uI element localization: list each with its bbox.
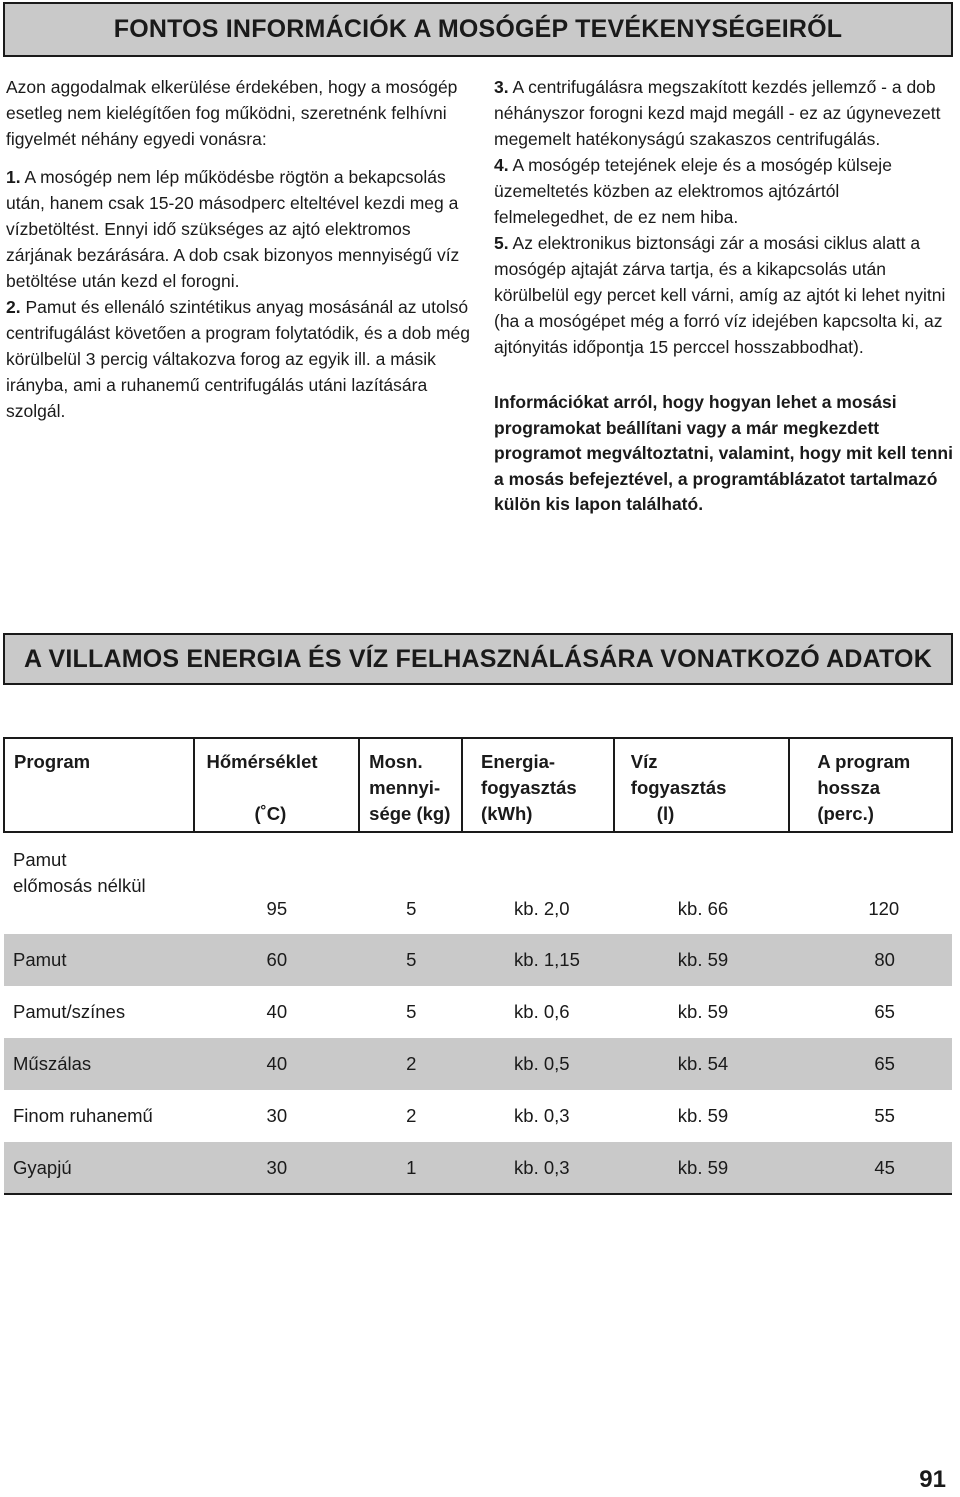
table-row <box>4 1142 952 1194</box>
cell-load: 2 <box>359 1038 462 1090</box>
cell-temperature: 40 <box>266 1001 288 1022</box>
cell-water: kb. 66 <box>677 897 729 919</box>
list-item <box>494 74 956 152</box>
cell-program: Műszálas <box>4 1038 194 1090</box>
header-program: Program <box>4 738 194 832</box>
cell-load: 5 <box>406 897 417 919</box>
list-item <box>494 152 956 230</box>
cell-temperature: 30 <box>194 1142 359 1194</box>
item-text: A mosógép tetejének eleje és a mosógép külseje üzemeltetés közben az elektromos ajtózártól felmelegedhet, de ez nem hiba. <box>494 155 892 227</box>
item-text: A mosógép nem lép működésbe rögtön a bekapcsolás után, hanem csak 15-20 másodperc elteltével kezdi meg a vízbetöltést. Ennyi idő szükséges az ajtó elektromos zárjának bezárására. A dob csak bizonyos mennyiségű víz betöltése után kezd el forogni. <box>6 167 460 291</box>
item-number: 5. <box>494 233 509 253</box>
table-row <box>4 1038 952 1090</box>
table-row <box>4 1090 952 1142</box>
cell-duration: 65 <box>789 1038 952 1090</box>
list-item <box>6 164 474 294</box>
section-title-banner <box>3 2 953 57</box>
cell-energy: kb. 0,3 <box>514 1105 570 1126</box>
cell-energy: kb. 0,5 <box>462 1038 614 1090</box>
cell-load: 5 <box>359 934 462 986</box>
item-text: A centrifugálásra megszakított kezdés jellemző - a dob néhányszor forogni kezd majd megáll - ez az úgynevezett megemelt hatékonyságú szakaszos centrifugálás. <box>494 77 941 149</box>
cell-temperature: 40 <box>194 1038 359 1090</box>
list-item <box>494 230 956 360</box>
intro-paragraph: Azon aggodalmak elkerülése érdekében, hogy a mosógép esetleg nem kielégítően fog működni, szeretnénk felhívni figyelmét néhány egyedi vonásra: <box>6 77 458 149</box>
header-load: Mosn. mennyi- sége (kg) <box>359 738 462 832</box>
cell-load: 5 <box>406 1001 417 1022</box>
header-duration: A program hossza (perc.) <box>789 738 952 832</box>
table-row <box>4 986 952 1038</box>
text-column-right <box>494 74 956 535</box>
item-text: Pamut és ellenáló szintétikus anyag mosásánál az utolsó centrifugálást követően a program folytatódik, és a dob még körülbelül 3 percig váltakozva forog az egyik ill. a másik irányba, ami a ruhanemű centrifugálás utáni lazítására szolgál. <box>6 297 471 421</box>
section-title: FONTOS INFORMÁCIÓK A MOSÓGÉP TEVÉKENYSÉGEIRŐL <box>113 15 843 43</box>
cell-temperature: 60 <box>194 934 359 986</box>
cell-load: 1 <box>359 1142 462 1194</box>
item-number: 1. <box>6 167 21 187</box>
header-temperature: Hőmérséklet (˚C) <box>194 738 359 832</box>
table-row <box>4 934 952 986</box>
cell-load: 2 <box>406 1105 417 1126</box>
consumption-table <box>3 737 953 1195</box>
section-title-banner <box>3 633 953 685</box>
cell-water: kb. 54 <box>614 1038 790 1090</box>
cell-program: Pamut <box>4 934 194 986</box>
cell-duration: 45 <box>789 1142 952 1194</box>
cell-water: kb. 59 <box>614 1142 790 1194</box>
cell-temperature: 95 <box>266 897 288 919</box>
cell-program: Gyapjú <box>4 1142 194 1194</box>
cell-duration: 120 <box>868 897 900 919</box>
cell-energy: kb. 2,0 <box>514 897 570 919</box>
cell-energy: kb. 1,15 <box>462 934 614 986</box>
item-number: 3. <box>494 77 509 97</box>
header-water: Víz fogyasztás (l) <box>614 738 790 832</box>
table-row <box>4 832 952 934</box>
cell-water: kb. 59 <box>677 1105 729 1126</box>
section-title: A VILLAMOS ENERGIA ÉS VÍZ FELHASZNÁLÁSÁRA VONATKOZÓ ADATOK <box>24 644 932 673</box>
cell-duration: 55 <box>874 1105 895 1126</box>
table-header-row <box>4 738 952 832</box>
item-number: 2. <box>6 297 21 317</box>
cell-duration: 65 <box>874 1001 895 1022</box>
cell-program: Pamut/színes <box>13 1001 126 1022</box>
cell-program: Finom ruhanemű <box>13 1105 153 1126</box>
cell-energy: kb. 0,3 <box>462 1142 614 1194</box>
cell-energy: kb. 0,6 <box>514 1001 570 1022</box>
cell-water: kb. 59 <box>677 1001 729 1022</box>
item-text: Az elektronikus biztonsági zár a mosási ciklus alatt a mosógép ajtaját zárva tartja, és a kikapcsolás után körülbelül egy percet kell várni, amíg az ajtót ki lehet nyitni (ha a mosógépet még a forró víz idejében kapcsolta ki, az ajtónyitás időpontja 15 perccel hosszabbodhat). <box>494 233 946 357</box>
page-number: 91 <box>919 1466 946 1493</box>
item-number: 4. <box>494 155 509 175</box>
cell-duration: 80 <box>789 934 952 986</box>
text-column-left <box>6 74 474 424</box>
program-table-note: Információkat arról, hogy hogyan lehet a mosási programokat beállítani vagy a már megkezdett programot megváltoztatni, valamint, hogy mit kell tenni a mosás befejeztével, a programtáblázatot tartalmazó külön kis lapon található. <box>494 392 953 514</box>
header-energy: Energia- fogyasztás (kWh) <box>462 738 614 832</box>
cell-water: kb. 59 <box>614 934 790 986</box>
cell-program: Pamut előmosás nélkül <box>13 849 146 896</box>
cell-temperature: 30 <box>266 1105 288 1126</box>
list-item <box>6 294 474 424</box>
